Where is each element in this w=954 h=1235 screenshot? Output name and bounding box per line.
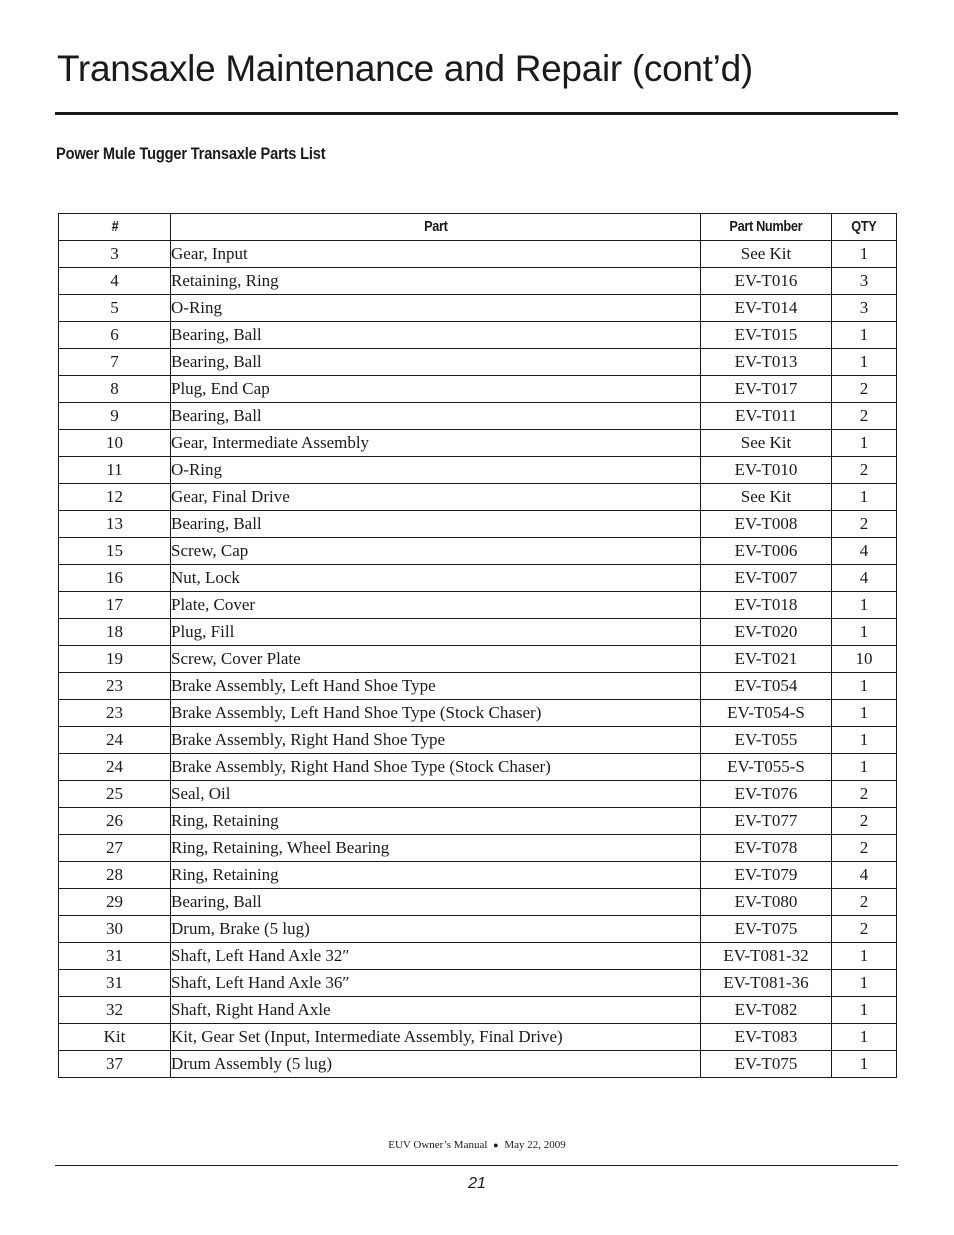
part-name: Brake Assembly, Left Hand Shoe Type (Stock Chaser) (171, 700, 701, 727)
page-title: Transaxle Maintenance and Repair (cont’d) (57, 48, 753, 89)
quantity: 4 (832, 862, 897, 889)
row-number: 16 (59, 565, 171, 592)
table-row (59, 835, 897, 862)
quantity: 1 (832, 727, 897, 754)
part-name: Retaining, Ring (171, 268, 701, 295)
part-number: See Kit (701, 484, 832, 511)
quantity: 3 (832, 268, 897, 295)
quantity: 1 (832, 1051, 897, 1078)
quantity: 10 (832, 646, 897, 673)
table-row (59, 970, 897, 997)
part-number: EV-T015 (701, 322, 832, 349)
row-number: 37 (59, 1051, 171, 1078)
part-name: Gear, Final Drive (171, 484, 701, 511)
quantity: 1 (832, 349, 897, 376)
row-number: 24 (59, 727, 171, 754)
footer-date: May 22, 2009 (504, 1139, 566, 1151)
quantity: 2 (832, 403, 897, 430)
row-number: 11 (59, 457, 171, 484)
footer-text (0, 1139, 954, 1151)
quantity: 1 (832, 997, 897, 1024)
quantity: 1 (832, 673, 897, 700)
table-row (59, 754, 897, 781)
table-row (59, 889, 897, 916)
table-row (59, 619, 897, 646)
quantity: 4 (832, 565, 897, 592)
quantity: 2 (832, 376, 897, 403)
table-row (59, 511, 897, 538)
table-row (59, 484, 897, 511)
part-name: Plug, Fill (171, 619, 701, 646)
quantity: 4 (832, 538, 897, 565)
part-name: Shaft, Right Hand Axle (171, 997, 701, 1024)
table-row (59, 673, 897, 700)
quantity: 1 (832, 700, 897, 727)
quantity: 2 (832, 916, 897, 943)
part-number: EV-T020 (701, 619, 832, 646)
column-header-part (171, 214, 701, 241)
row-number: 31 (59, 943, 171, 970)
column-header-number-label: # (111, 218, 118, 235)
quantity: 1 (832, 484, 897, 511)
part-number: EV-T054 (701, 673, 832, 700)
part-number: EV-T082 (701, 997, 832, 1024)
row-number: 25 (59, 781, 171, 808)
column-header-part-number-label: Part Number (729, 218, 803, 235)
part-name: Nut, Lock (171, 565, 701, 592)
part-name: Ring, Retaining, Wheel Bearing (171, 835, 701, 862)
part-name: O-Ring (171, 457, 701, 484)
part-name: Bearing, Ball (171, 889, 701, 916)
row-number: 28 (59, 862, 171, 889)
quantity: 1 (832, 943, 897, 970)
column-header-qty-label: QTY (851, 218, 877, 235)
part-number: EV-T007 (701, 565, 832, 592)
table-row (59, 592, 897, 619)
table-row (59, 646, 897, 673)
part-number: EV-T081-36 (701, 970, 832, 997)
table-row (59, 565, 897, 592)
column-header-qty (832, 214, 897, 241)
table-row (59, 268, 897, 295)
table-row (59, 322, 897, 349)
part-name: Shaft, Left Hand Axle 36″ (171, 970, 701, 997)
row-number: 18 (59, 619, 171, 646)
part-name: Gear, Input (171, 241, 701, 268)
column-header-part-label: Part (423, 218, 448, 235)
part-number: EV-T021 (701, 646, 832, 673)
table-row (59, 430, 897, 457)
quantity: 2 (832, 889, 897, 916)
part-name: Bearing, Ball (171, 349, 701, 376)
quantity: 2 (832, 511, 897, 538)
quantity: 2 (832, 781, 897, 808)
part-number: EV-T083 (701, 1024, 832, 1051)
table-row (59, 781, 897, 808)
title-divider (55, 112, 898, 115)
row-number: 6 (59, 322, 171, 349)
part-name: Bearing, Ball (171, 403, 701, 430)
part-number: EV-T076 (701, 781, 832, 808)
part-name: Seal, Oil (171, 781, 701, 808)
part-number: EV-T055 (701, 727, 832, 754)
row-number: 7 (59, 349, 171, 376)
part-number: EV-T081-32 (701, 943, 832, 970)
part-number: EV-T077 (701, 808, 832, 835)
part-number: EV-T006 (701, 538, 832, 565)
table-row (59, 862, 897, 889)
part-number: EV-T018 (701, 592, 832, 619)
part-number: EV-T054-S (701, 700, 832, 727)
part-name: Bearing, Ball (171, 322, 701, 349)
table-row (59, 403, 897, 430)
part-number: EV-T013 (701, 349, 832, 376)
row-number: 13 (59, 511, 171, 538)
part-name: Ring, Retaining (171, 862, 701, 889)
part-name: Plate, Cover (171, 592, 701, 619)
row-number: 27 (59, 835, 171, 862)
table-row (59, 916, 897, 943)
parts-table-body (59, 241, 897, 1078)
table-row (59, 241, 897, 268)
bullet-icon: ● (493, 1140, 499, 1150)
part-name: Kit, Gear Set (Input, Intermediate Assembly, Final Drive) (171, 1024, 701, 1051)
table-row (59, 295, 897, 322)
column-header-number (59, 214, 171, 241)
row-number: Kit (59, 1024, 171, 1051)
row-number: 9 (59, 403, 171, 430)
table-row (59, 376, 897, 403)
row-number: 8 (59, 376, 171, 403)
part-number: EV-T011 (701, 403, 832, 430)
part-number: See Kit (701, 241, 832, 268)
part-name: Shaft, Left Hand Axle 32″ (171, 943, 701, 970)
quantity: 2 (832, 808, 897, 835)
part-number: EV-T010 (701, 457, 832, 484)
row-number: 5 (59, 295, 171, 322)
row-number: 31 (59, 970, 171, 997)
footer-manual-name: EUV Owner’s Manual (388, 1139, 488, 1151)
quantity: 2 (832, 457, 897, 484)
row-number: 24 (59, 754, 171, 781)
row-number: 26 (59, 808, 171, 835)
quantity: 1 (832, 241, 897, 268)
part-number: EV-T008 (701, 511, 832, 538)
footer-divider (55, 1165, 898, 1166)
section-heading: Power Mule Tugger Transaxle Parts List (56, 144, 326, 163)
quantity: 1 (832, 754, 897, 781)
table-row (59, 700, 897, 727)
quantity: 1 (832, 1024, 897, 1051)
part-number: See Kit (701, 430, 832, 457)
table-row (59, 457, 897, 484)
part-name: Drum, Brake (5 lug) (171, 916, 701, 943)
quantity: 3 (832, 295, 897, 322)
part-name: Screw, Cap (171, 538, 701, 565)
part-name: Brake Assembly, Right Hand Shoe Type (171, 727, 701, 754)
row-number: 4 (59, 268, 171, 295)
parts-table (58, 213, 897, 1078)
part-name: Gear, Intermediate Assembly (171, 430, 701, 457)
table-row (59, 808, 897, 835)
part-number: EV-T055-S (701, 754, 832, 781)
quantity: 1 (832, 970, 897, 997)
table-row (59, 997, 897, 1024)
row-number: 23 (59, 700, 171, 727)
part-number: EV-T014 (701, 295, 832, 322)
table-row (59, 727, 897, 754)
column-header-part-number (701, 214, 832, 241)
row-number: 30 (59, 916, 171, 943)
row-number: 32 (59, 997, 171, 1024)
table-row (59, 943, 897, 970)
table-row (59, 538, 897, 565)
part-name: Brake Assembly, Right Hand Shoe Type (Stock Chaser) (171, 754, 701, 781)
part-number: EV-T078 (701, 835, 832, 862)
row-number: 23 (59, 673, 171, 700)
part-name: Screw, Cover Plate (171, 646, 701, 673)
quantity: 2 (832, 835, 897, 862)
part-number: EV-T075 (701, 916, 832, 943)
row-number: 15 (59, 538, 171, 565)
page-number: 21 (468, 1175, 486, 1192)
row-number: 29 (59, 889, 171, 916)
quantity: 1 (832, 430, 897, 457)
part-number: EV-T016 (701, 268, 832, 295)
row-number: 10 (59, 430, 171, 457)
part-name: Plug, End Cap (171, 376, 701, 403)
part-name: Drum Assembly (5 lug) (171, 1051, 701, 1078)
table-header-row (59, 214, 897, 241)
part-number: EV-T079 (701, 862, 832, 889)
row-number: 19 (59, 646, 171, 673)
row-number: 3 (59, 241, 171, 268)
row-number: 17 (59, 592, 171, 619)
quantity: 1 (832, 322, 897, 349)
part-number: EV-T080 (701, 889, 832, 916)
quantity: 1 (832, 592, 897, 619)
part-name: Brake Assembly, Left Hand Shoe Type (171, 673, 701, 700)
part-number: EV-T017 (701, 376, 832, 403)
table-row (59, 349, 897, 376)
part-name: Ring, Retaining (171, 808, 701, 835)
part-name: Bearing, Ball (171, 511, 701, 538)
table-row (59, 1024, 897, 1051)
row-number: 12 (59, 484, 171, 511)
part-name: O-Ring (171, 295, 701, 322)
table-row (59, 1051, 897, 1078)
quantity: 1 (832, 619, 897, 646)
part-number: EV-T075 (701, 1051, 832, 1078)
